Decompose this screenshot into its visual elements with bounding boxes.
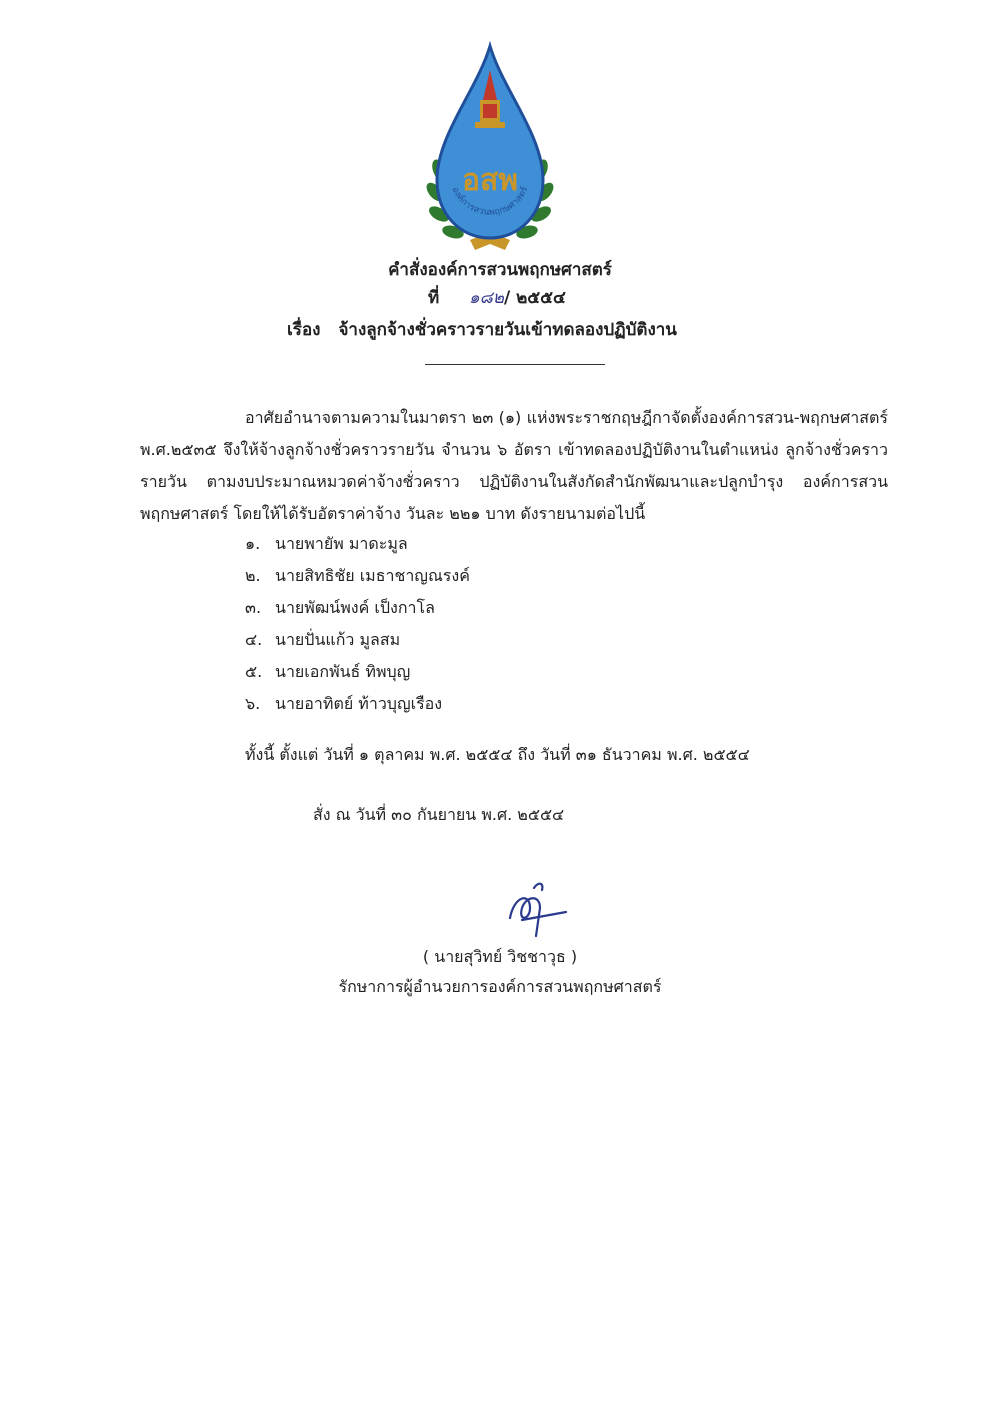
- order-number-handwritten: ๑๘๒: [468, 288, 504, 308]
- order-number: [428, 284, 566, 311]
- order-number-label: ที่: [428, 288, 440, 308]
- list-item: ๕. นายเอกพันธ์ ทิพบุญ: [245, 662, 411, 681]
- subject-label: เรื่อง: [287, 320, 321, 340]
- list-item: ๑. นายพายัพ มาดะมูล: [245, 534, 408, 553]
- subject-text: จ้างลูกจ้างชั่วคราวรายวันเข้าทดลองปฏิบัติงาน: [338, 320, 677, 340]
- signer-name: ( นายสุวิทย์ วิชชาวุธ ): [422, 947, 578, 966]
- list-item: ๓. นายพัฒน์พงค์ เป็งกาโล: [245, 598, 435, 617]
- order-number-year: / ๒๕๕๔: [503, 288, 566, 308]
- body-paragraph-text: อาศัยอำนาจตามความในมาตรา ๒๓ (๑) แห่งพระราชกฤษฎีกาจัดตั้งองค์การสวน-พฤกษศาสตร์ พ.ศ.๒๕๓๕ จึงให้จ้างลูกจ้างชั่วคราวรายวัน จำนวน ๖ อัตรา เข้าทดลองปฏิบัติงานในตำแหน่ง ลูกจ้างชั่วคราวรายวัน ตามงบประมาณหมวดค่าจ้างชั่วคราว ปฏิบัติงานในสังกัดสำนักพัฒนาและปลูกบำรุง องค์การสวนพฤกษศาสตร์ โดยให้ได้รับอัตราค่าจ้าง วันละ ๒๒๑ บาท ดังรายนามต่อไปนี้: [140, 408, 888, 523]
- employment-period: ทั้งนี้ ตั้งแต่ วันที่ ๑ ตุลาคม พ.ศ. ๒๕๕๔ ถึง วันที่ ๓๑ ธันวาคม พ.ศ. ๒๕๕๔: [245, 745, 750, 764]
- logo-monogram: อสพ: [461, 163, 519, 198]
- logo-ring-text: องค์การสวนพฤกษศาสตร์: [449, 185, 531, 218]
- list-item: ๖. นายอาทิตย์ ท้าวบุญเรือง: [245, 694, 443, 713]
- order-title: คำสั่งองค์การสวนพฤกษศาสตร์: [388, 260, 612, 280]
- list-item: ๔. นายปั่นแก้ว มูลสม: [245, 630, 401, 649]
- order-subject: [287, 316, 677, 343]
- body-paragraph: [140, 402, 888, 530]
- header-divider: [425, 364, 605, 365]
- organization-logo: [425, 40, 555, 255]
- list-item: ๒. นายสิทธิชัย เมธาชาญณรงค์: [245, 566, 470, 585]
- signed-date: สั่ง ณ วันที่ ๓๐ กันยายน พ.ศ. ๒๕๕๔: [313, 805, 565, 824]
- handwritten-signature: [500, 878, 570, 940]
- employee-list: [245, 528, 470, 720]
- signer-position: รักษาการผู้อำนวยการองค์การสวนพฤกษศาสตร์: [338, 977, 662, 996]
